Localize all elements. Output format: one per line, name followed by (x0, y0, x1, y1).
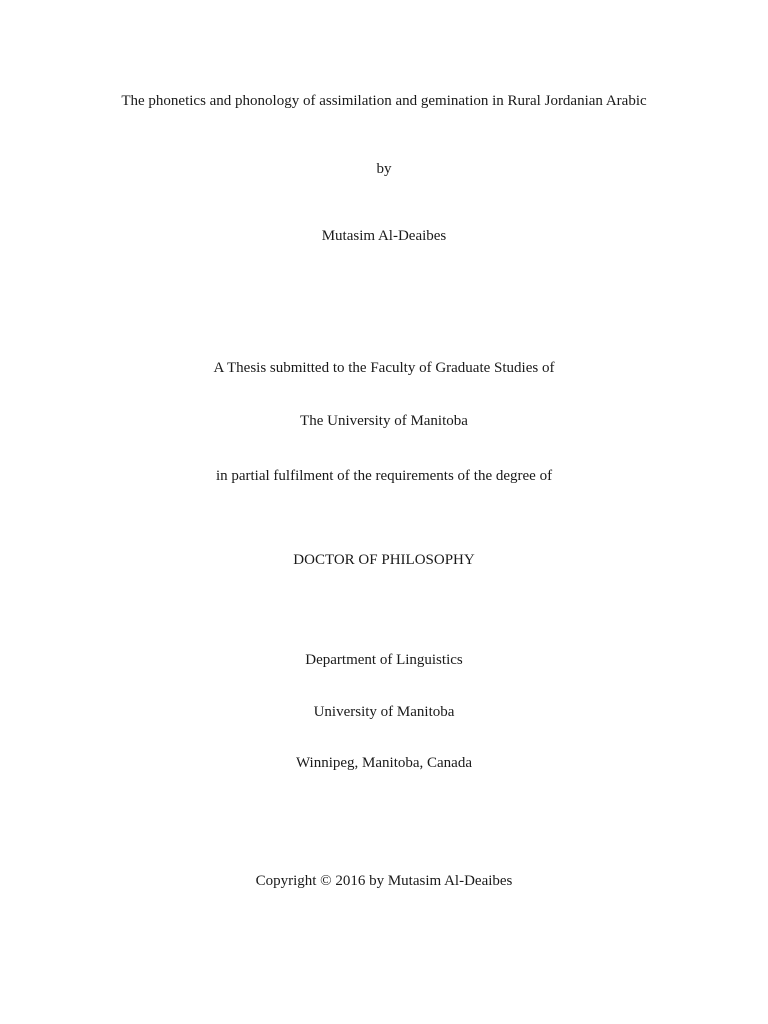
degree-name: DOCTOR OF PHILOSOPHY (293, 552, 475, 568)
submission-statement: A Thesis submitted to the Faculty of Graduate Studies of (213, 360, 555, 376)
institution-name: The University of Manitoba (300, 413, 468, 429)
requirement-statement: in partial fulfilment of the requirements of the degree of (215, 468, 553, 484)
thesis-title: The phonetics and phonology of assimilation and gemination in Rural Jordanian Arabic (121, 93, 647, 109)
copyright-notice: Copyright © 2016 by Mutasim Al-Deaibes (255, 873, 513, 889)
department-name: Department of Linguistics (305, 652, 463, 668)
location: Winnipeg, Manitoba, Canada (295, 755, 472, 771)
author-name: Mutasim Al-Deaibes (321, 228, 447, 244)
university-name: University of Manitoba (313, 704, 455, 720)
by-line: by (376, 161, 392, 177)
